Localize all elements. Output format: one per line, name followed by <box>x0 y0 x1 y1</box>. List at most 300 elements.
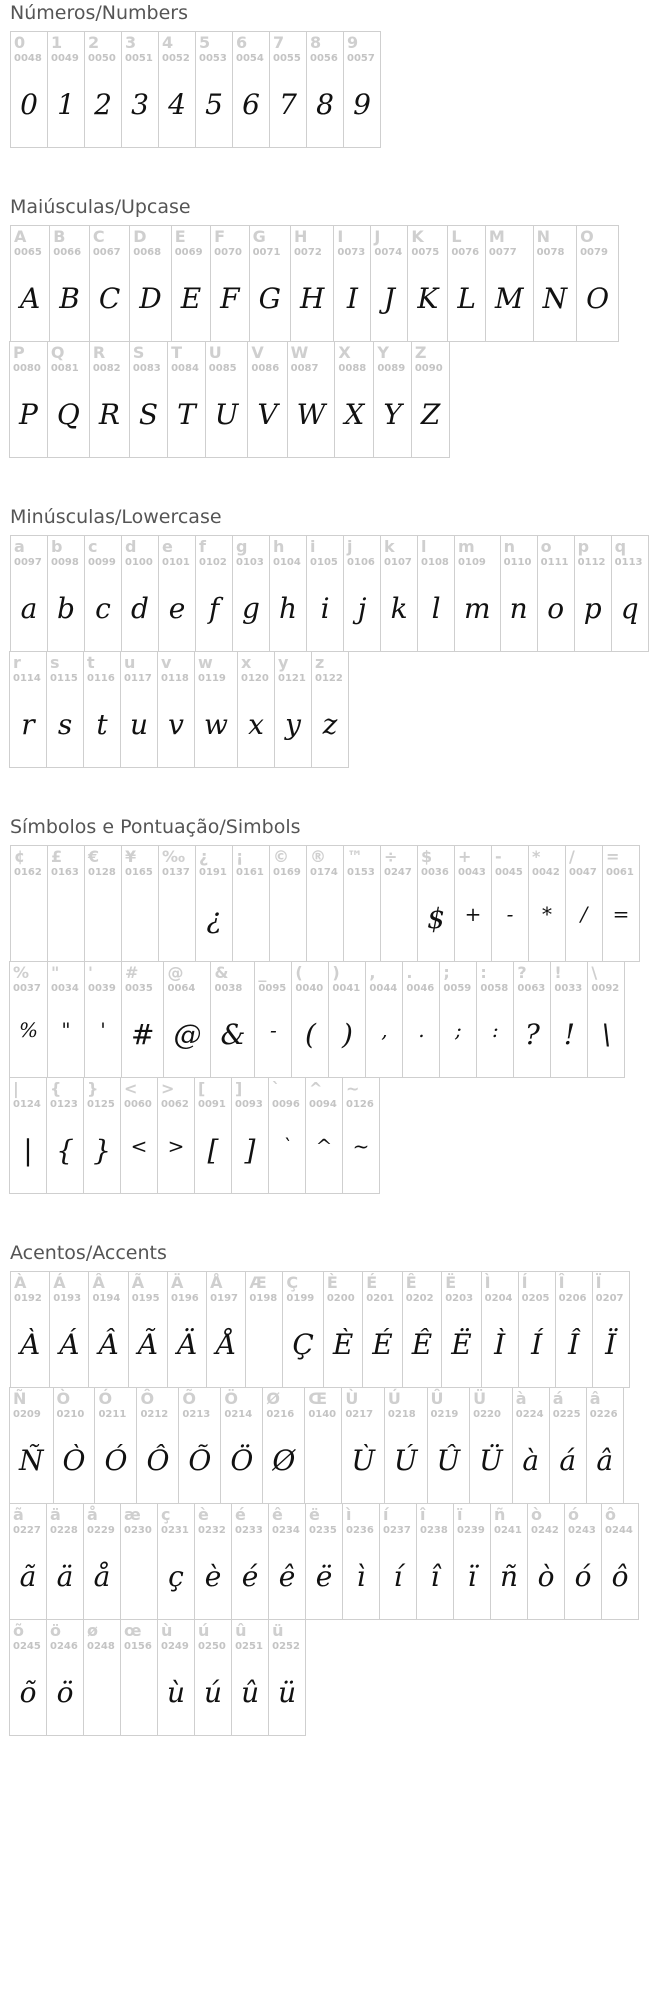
glyph-preview: @ <box>173 1018 202 1051</box>
character-code: 0246 <box>50 1641 78 1652</box>
glyph-cell <box>10 225 50 342</box>
glyph-cell <box>328 961 366 1078</box>
glyph-preview: 4 <box>168 88 186 121</box>
glyph-cell <box>274 651 312 768</box>
character-label: / <box>569 847 575 866</box>
glyph-cell <box>245 1271 283 1388</box>
glyph-preview: ú <box>204 1676 223 1709</box>
glyph-cell <box>334 341 374 458</box>
character-label: , <box>369 963 376 982</box>
character-code: 0217 <box>345 1409 374 1420</box>
character-code: 0072 <box>293 247 322 258</box>
character-code: 0074 <box>374 247 403 258</box>
character-label: ? <box>517 963 527 982</box>
glyph-preview: + <box>464 902 482 926</box>
character-code: 0234 <box>272 1525 300 1536</box>
glyph-preview: > <box>167 1134 185 1158</box>
character-label: q <box>614 537 627 556</box>
character-code: 0057 <box>347 53 375 64</box>
glyph-cell <box>555 1271 593 1388</box>
character-label: Ê <box>405 1273 417 1292</box>
character-label: f <box>199 537 206 556</box>
glyph-preview <box>384 902 414 935</box>
glyph-preview: ù <box>167 1676 186 1709</box>
character-code: 0205 <box>521 1293 550 1304</box>
character-code: 0250 <box>198 1641 226 1652</box>
glyph-cell <box>402 1271 442 1388</box>
character-label: © <box>273 847 289 866</box>
character-label: Ñ <box>13 1389 27 1408</box>
glyph-preview: m <box>464 592 491 625</box>
glyph-cell <box>611 535 649 652</box>
character-label: Á <box>53 1273 66 1292</box>
glyph-cell <box>120 1619 158 1736</box>
glyph-cell <box>88 1271 128 1388</box>
character-label: 4 <box>162 33 174 52</box>
character-code: 0242 <box>531 1525 559 1536</box>
character-code: 0069 <box>174 247 203 258</box>
character-label: s <box>50 653 60 672</box>
glyph-preview <box>310 902 340 935</box>
glyph-cell <box>158 535 196 652</box>
glyph-cell <box>453 1503 491 1620</box>
glyph-cell <box>46 1503 84 1620</box>
glyph-preview: á <box>559 1444 577 1477</box>
glyph-cell <box>158 31 196 148</box>
character-label: Ù <box>345 1389 359 1408</box>
character-code: 0233 <box>235 1525 263 1536</box>
glyph-cell <box>84 535 122 652</box>
glyph-preview: Ö <box>230 1444 254 1477</box>
glyph-cell <box>574 535 612 652</box>
character-label: È <box>326 1273 338 1292</box>
character-code: 0161 <box>236 867 264 878</box>
character-label: ÷ <box>384 847 398 866</box>
character-label: € <box>88 847 100 866</box>
character-label: E <box>174 227 186 246</box>
glyph-cell <box>268 1503 306 1620</box>
glyph-preview: Ê <box>411 1328 433 1361</box>
character-label: ã <box>13 1505 24 1524</box>
glyph-cell <box>512 1387 550 1504</box>
character-label: å <box>87 1505 98 1524</box>
glyph-preview: Å <box>216 1328 237 1361</box>
character-code: 0062 <box>161 1099 189 1110</box>
section-title: Números/Numbers <box>10 2 188 24</box>
glyph-cell <box>94 1387 137 1504</box>
glyph-preview: % <box>19 1018 39 1042</box>
character-label: Q <box>50 343 65 362</box>
glyph-preview: { <box>56 1134 74 1167</box>
character-label: Ô <box>140 1389 155 1408</box>
glyph-preview: W <box>296 398 326 431</box>
glyph-cell <box>305 1077 343 1194</box>
character-code: 0101 <box>162 557 190 568</box>
character-label: . <box>406 963 413 982</box>
character-code: 0216 <box>266 1409 295 1420</box>
glyph-preview: ñ <box>500 1560 519 1593</box>
glyph-preview: Ò <box>62 1444 86 1477</box>
character-label: c <box>88 537 98 556</box>
character-label: X <box>338 343 351 362</box>
glyph-preview: è <box>204 1560 222 1593</box>
character-label: ‰ <box>162 847 186 866</box>
glyph-preview: . <box>418 1018 425 1042</box>
glyph-preview: ó <box>574 1560 592 1593</box>
glyph-preview: k <box>390 592 408 625</box>
glyph-preview: G <box>258 282 281 315</box>
character-code: 0104 <box>273 557 301 568</box>
character-label: & <box>214 963 229 982</box>
character-label: Æ <box>249 1273 267 1292</box>
character-label: 6 <box>236 33 248 52</box>
glyph-preview: j <box>357 592 367 625</box>
character-code: 0202 <box>405 1293 434 1304</box>
glyph-cell <box>46 1619 84 1736</box>
character-code: 0229 <box>87 1525 115 1536</box>
glyph-cell <box>384 1387 428 1504</box>
character-code: 0064 <box>167 983 196 994</box>
character-label: ' <box>88 963 93 982</box>
glyph-cell <box>268 1077 306 1194</box>
glyph-preview: , <box>381 1018 388 1042</box>
glyph-preview: 0 <box>20 88 38 121</box>
glyph-cell <box>9 341 48 458</box>
character-label: ¥ <box>125 847 137 866</box>
section-title: Acentos/Accents <box>10 1242 167 1264</box>
glyph-cell <box>121 31 159 148</box>
character-label: Ç <box>286 1273 299 1292</box>
glyph-cell <box>411 341 450 458</box>
glyph-cell <box>564 1503 602 1620</box>
glyph-preview: õ <box>19 1676 37 1709</box>
character-code: 0128 <box>88 867 116 878</box>
character-code: 0085 <box>208 363 237 374</box>
glyph-cell <box>291 961 329 1078</box>
character-code: 0093 <box>235 1099 263 1110</box>
glyph-preview: = <box>612 902 630 926</box>
character-label: L <box>451 227 462 246</box>
glyph-cell <box>53 1387 96 1504</box>
character-label: # <box>125 963 139 982</box>
glyph-preview: Y <box>383 398 402 431</box>
character-label: [ <box>198 1079 206 1098</box>
glyph-preview: 3 <box>131 88 149 121</box>
character-code: 0210 <box>56 1409 85 1420</box>
glyph-preview: l <box>431 592 441 625</box>
character-code: 0079 <box>580 247 608 258</box>
glyph-cell <box>237 651 275 768</box>
glyph-preview: x <box>248 708 264 741</box>
character-label: $ <box>421 847 433 866</box>
character-label: Î <box>558 1273 565 1292</box>
character-code: 0201 <box>366 1293 395 1304</box>
glyph-cell <box>157 1619 195 1736</box>
glyph-cell <box>46 1077 84 1194</box>
glyph-cell <box>194 1077 232 1194</box>
glyph-cell <box>120 651 158 768</box>
glyph-cell <box>157 1077 195 1194</box>
character-label: ç <box>161 1505 171 1524</box>
character-code: 0052 <box>162 53 190 64</box>
section-title: Maiúsculas/Upcase <box>10 196 191 218</box>
character-code: 0075 <box>411 247 440 258</box>
glyph-preview: ë <box>315 1560 333 1593</box>
character-label: é <box>235 1505 246 1524</box>
glyph-cell <box>232 31 270 148</box>
character-code: 0224 <box>515 1409 544 1420</box>
character-code: 0049 <box>51 53 79 64</box>
character-label: ™ <box>347 847 363 866</box>
character-label: G <box>252 227 266 246</box>
character-label: Y <box>377 343 389 362</box>
character-label: Ú <box>387 1389 401 1408</box>
glyph-preview: - <box>506 902 514 926</box>
glyph-preview: D <box>139 282 162 315</box>
glyph-cell <box>220 1387 263 1504</box>
character-code: 0051 <box>125 53 153 64</box>
glyph-preview: Ú <box>393 1444 418 1477</box>
character-label: : <box>480 963 487 982</box>
character-code: 0112 <box>577 557 606 568</box>
glyph-preview: p <box>583 592 602 625</box>
glyph-cell <box>447 225 486 342</box>
character-code: 0055 <box>273 53 301 64</box>
glyph-cell <box>47 31 85 148</box>
character-code: 0073 <box>337 247 366 258</box>
glyph-preview: R <box>98 398 120 431</box>
character-label: â <box>589 1389 601 1408</box>
character-code: 0200 <box>326 1293 355 1304</box>
glyph-preview: c <box>95 592 111 625</box>
character-code: 0108 <box>421 557 449 568</box>
glyph-preview <box>124 1560 154 1593</box>
character-label: S <box>132 343 145 362</box>
character-label: ) <box>332 963 340 982</box>
glyph-cell <box>158 845 196 962</box>
glyph-preview: ã <box>19 1560 37 1593</box>
character-label: ñ <box>494 1505 506 1524</box>
glyph-preview <box>51 902 81 935</box>
glyph-cell <box>9 1619 47 1736</box>
character-code: 0236 <box>346 1525 374 1536</box>
glyph-preview: å <box>93 1560 111 1593</box>
glyph-cell <box>518 1271 556 1388</box>
glyph-preview: F <box>220 282 240 315</box>
glyph-cell <box>47 535 85 652</box>
glyph-preview: S <box>138 398 159 431</box>
character-label: m <box>458 537 475 556</box>
glyph-preview: 2 <box>94 88 112 121</box>
glyph-cell <box>247 341 287 458</box>
glyph-preview: Z <box>420 398 441 431</box>
glyph-cell <box>121 535 159 652</box>
character-code: 0137 <box>162 867 190 878</box>
character-label: ì <box>346 1505 352 1524</box>
character-code: 0080 <box>13 363 41 374</box>
character-label: á <box>552 1389 564 1408</box>
glyph-preview: q <box>620 592 639 625</box>
character-code: 0156 <box>124 1641 152 1652</box>
glyph-cell <box>454 535 501 652</box>
character-code: 0213 <box>182 1409 211 1420</box>
character-label: ò <box>531 1505 543 1524</box>
character-code: 0214 <box>224 1409 253 1420</box>
glyph-cell <box>129 225 171 342</box>
character-code: 0056 <box>310 53 338 64</box>
character-label: \ <box>591 963 598 982</box>
glyph-preview <box>162 902 192 935</box>
glyph-cell <box>269 535 307 652</box>
glyph-cell <box>380 535 418 652</box>
glyph-preview: Q <box>56 398 80 431</box>
glyph-cell <box>9 651 47 768</box>
glyph-cell <box>427 1387 471 1504</box>
glyph-grid <box>10 1272 655 1736</box>
glyph-preview: Á <box>59 1328 80 1361</box>
character-code: 0103 <box>236 557 264 568</box>
character-label: I <box>337 227 344 246</box>
glyph-preview: À <box>20 1328 41 1361</box>
character-code: 0077 <box>488 247 517 258</box>
glyph-cell <box>602 845 640 962</box>
character-code: 0118 <box>161 673 189 684</box>
character-code: 0092 <box>591 983 620 994</box>
glyph-cell <box>370 225 408 342</box>
character-code: 0125 <box>87 1099 115 1110</box>
glyph-cell <box>379 1503 417 1620</box>
character-code: 0218 <box>387 1409 416 1420</box>
character-code: 0191 <box>199 867 227 878</box>
glyph-preview: V <box>257 398 278 431</box>
character-code: 0037 <box>13 983 41 994</box>
character-label: 3 <box>125 33 137 52</box>
character-code: 0070 <box>214 247 242 258</box>
character-label: a <box>14 537 25 556</box>
character-code: 0237 <box>383 1525 411 1536</box>
character-code: 0252 <box>272 1641 300 1652</box>
glyph-preview: â <box>596 1444 614 1477</box>
glyph-cell <box>586 1387 624 1504</box>
character-label: À <box>14 1273 27 1292</box>
glyph-preview: w <box>204 708 229 741</box>
character-label: z <box>315 653 325 672</box>
glyph-cell <box>269 845 307 962</box>
character-code: 0241 <box>494 1525 522 1536</box>
character-label: 0 <box>14 33 26 52</box>
glyph-cell <box>343 535 381 652</box>
character-code: 0082 <box>92 363 121 374</box>
character-code: 0094 <box>309 1099 337 1110</box>
glyph-cell <box>231 1619 269 1736</box>
character-code: 0088 <box>338 363 367 374</box>
character-code: 0086 <box>251 363 280 374</box>
character-code: 0228 <box>50 1525 78 1536</box>
character-label: Ä <box>170 1273 184 1292</box>
character-label: " <box>51 963 60 982</box>
glyph-preview: ì <box>356 1560 366 1593</box>
glyph-cell <box>306 845 344 962</box>
glyph-cell <box>342 1077 380 1194</box>
character-label: T <box>171 343 183 362</box>
glyph-cell <box>157 651 195 768</box>
character-code: 0039 <box>88 983 116 994</box>
glyph-preview <box>14 902 44 935</box>
glyph-preview: h <box>279 592 298 625</box>
character-label: î <box>420 1505 426 1524</box>
character-code: 0123 <box>50 1099 78 1110</box>
glyph-preview: Ø <box>272 1444 296 1477</box>
glyph-cell <box>167 341 206 458</box>
glyph-preview: g <box>242 592 260 625</box>
character-code: 0091 <box>198 1099 226 1110</box>
character-label: ô <box>605 1505 617 1524</box>
glyph-cell <box>576 225 619 342</box>
character-label: M <box>488 227 505 246</box>
glyph-preview: - <box>270 1018 277 1042</box>
glyph-preview: E <box>180 282 202 315</box>
character-code: 0035 <box>125 983 153 994</box>
character-code: 0109 <box>458 557 486 568</box>
glyph-cell <box>83 1503 121 1620</box>
glyph-cell <box>231 1503 269 1620</box>
section-4 <box>10 1242 661 1736</box>
glyph-cell <box>407 225 448 342</box>
glyph-preview: / <box>580 902 588 926</box>
character-code: 0209 <box>13 1409 41 1420</box>
glyph-preview: \ <box>601 1018 612 1051</box>
glyph-cell <box>365 961 403 1078</box>
character-label: U <box>208 343 222 362</box>
glyph-cell <box>513 961 551 1078</box>
glyph-cell <box>210 225 249 342</box>
character-label: ¡ <box>236 847 244 866</box>
character-code: 0071 <box>252 247 281 258</box>
character-label: 9 <box>347 33 359 52</box>
character-code: 0153 <box>347 867 375 878</box>
glyph-cell <box>10 535 48 652</box>
glyph-preview: u <box>130 708 149 741</box>
glyph-cell <box>485 225 534 342</box>
character-code: 0095 <box>258 983 287 994</box>
glyph-preview: ; <box>455 1018 462 1042</box>
character-label: | <box>13 1079 19 1098</box>
glyph-preview: s <box>57 708 73 741</box>
character-label: ø <box>87 1621 98 1640</box>
character-code: 0116 <box>87 673 115 684</box>
section-2 <box>10 506 661 768</box>
glyph-preview: a <box>20 592 38 625</box>
character-code: 0099 <box>88 557 116 568</box>
glyph-cell <box>341 1387 385 1504</box>
character-code: 0067 <box>92 247 121 258</box>
character-code: 0193 <box>53 1293 82 1304</box>
glyph-preview: Õ <box>188 1444 212 1477</box>
glyph-preview: Ù <box>351 1444 375 1477</box>
glyph-cell <box>89 341 130 458</box>
character-code: 0050 <box>88 53 116 64</box>
character-code: 0040 <box>295 983 324 994</box>
character-label: H <box>293 227 308 246</box>
character-code: 0061 <box>606 867 634 878</box>
character-label: ¿ <box>199 847 209 866</box>
glyph-preview: N <box>542 282 568 315</box>
glyph-preview: [ <box>207 1134 219 1167</box>
character-label: t <box>87 653 95 672</box>
glyph-cell <box>439 961 477 1078</box>
glyph-cell <box>342 1503 380 1620</box>
glyph-cell <box>84 961 122 1078</box>
